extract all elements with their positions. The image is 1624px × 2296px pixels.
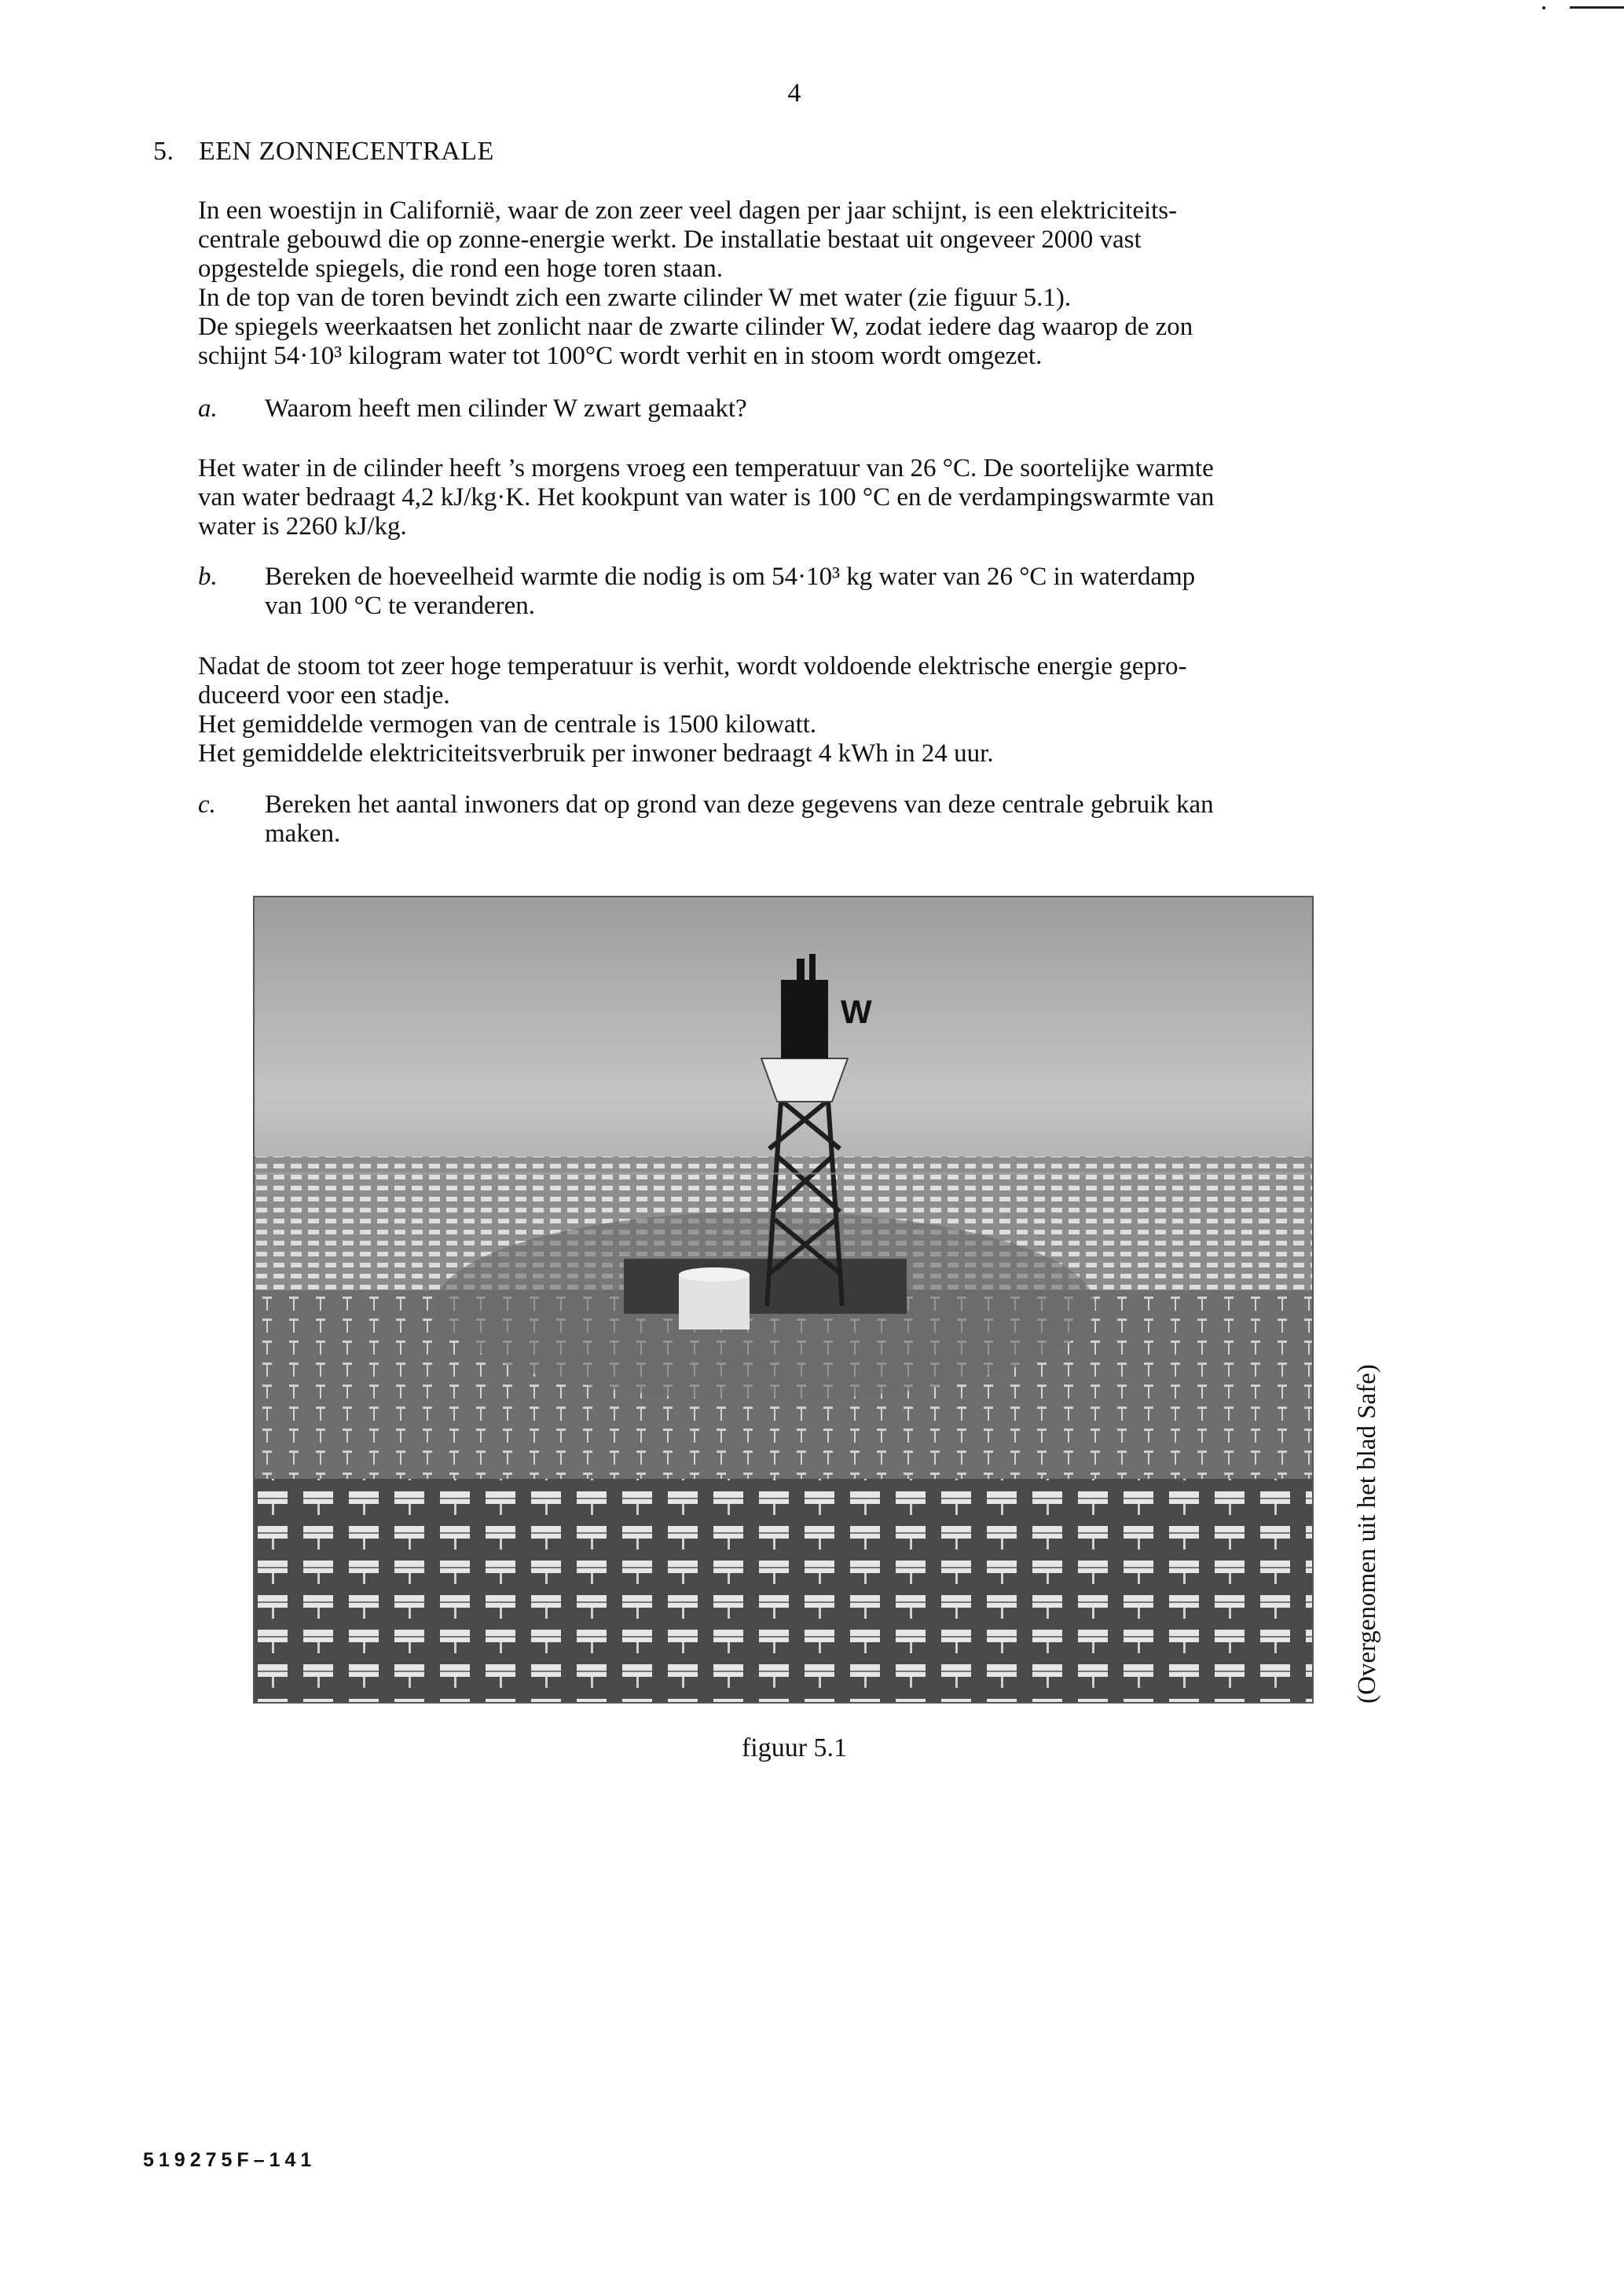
scan-corner-mark [1570, 6, 1624, 9]
paragraph-line: Het gemiddelde vermogen van de centrale is 1500 kilowatt. [198, 710, 817, 739]
tower-label-w: W [841, 993, 872, 1030]
page-number: 4 [787, 79, 801, 108]
figure-caption: figuur 5.1 [741, 1733, 848, 1762]
question-text: Waarom heeft men cilinder W zwart gemaakt? [265, 394, 747, 423]
question-label: b. [198, 563, 218, 591]
question-c [198, 790, 1455, 849]
intro-line: centrale gebouwd die op zonne-energie werkt. De installatie bestaat uit ongeveer 2000 vast [198, 226, 1142, 254]
section-number: 5. [153, 137, 174, 166]
question-a [198, 394, 1455, 424]
paragraph-line: van water bedraagt 4,2 kJ/kg·K. Het kookpunt van water is 100 °C en de verdampingswarmte van [198, 483, 1215, 512]
intro-line: opgestelde spiegels, die rond een hoge toren staan. [198, 255, 724, 283]
paragraph-2 [198, 454, 1439, 541]
paragraph-3 [198, 652, 1439, 768]
question-b [198, 563, 1455, 621]
question-text: van 100 °C te veranderen. [265, 592, 535, 620]
paragraph-line: Nadat de stoom tot zeer hoge temperatuur is verhit, wordt voldoende elektrische energie gepro- [198, 652, 1187, 680]
solar-plant-photo [253, 896, 1314, 1704]
paragraph-line: water is 2260 kJ/kg. [198, 512, 407, 541]
question-label: a. [198, 394, 218, 423]
intro-line: In de top van de toren bevindt zich een zwarte cilinder W met water (zie figuur 5.1). [198, 284, 1072, 312]
intro-paragraph [198, 196, 1439, 371]
question-label: c. [198, 790, 216, 819]
intro-line: In een woestijn in Californië, waar de zon zeer veel dagen per jaar schijnt, is een elektriciteits- [198, 196, 1178, 225]
paragraph-line: Het gemiddelde elektriciteitsverbruik per inwoner bedraagt 4 kWh in 24 uur. [198, 739, 994, 768]
section-title: EEN ZONNECENTRALE [199, 137, 494, 166]
intro-line: De spiegels weerkaatsen het zonlicht naar de zwarte cilinder W, zodat iedere dag waarop de zon [198, 313, 1193, 341]
question-text: Bereken de hoeveelheid warmte die nodig is om 54·10³ kg water van 26 °C in waterdamp [265, 563, 1196, 591]
scan-dot [1542, 6, 1545, 9]
question-text: Bereken het aantal inwoners dat op grond van deze gegevens van deze centrale gebruik kan [265, 790, 1214, 819]
footer-code: 519275F–141 [143, 2149, 317, 2171]
intro-line: schijnt 54·10³ kilogram water tot 100°C wordt verhit en in stoom wordt omgezet. [198, 342, 1043, 370]
photo-credit: (Overgenomen uit het blad Safe) [1353, 1364, 1381, 1704]
section-heading [153, 137, 494, 167]
question-text: maken. [265, 820, 341, 848]
paragraph-line: Het water in de cilinder heeft ’s morgens vroeg een temperatuur van 26 °C. De soortelijke warmte [198, 454, 1214, 482]
paragraph-line: duceerd voor een stadje. [198, 681, 450, 710]
